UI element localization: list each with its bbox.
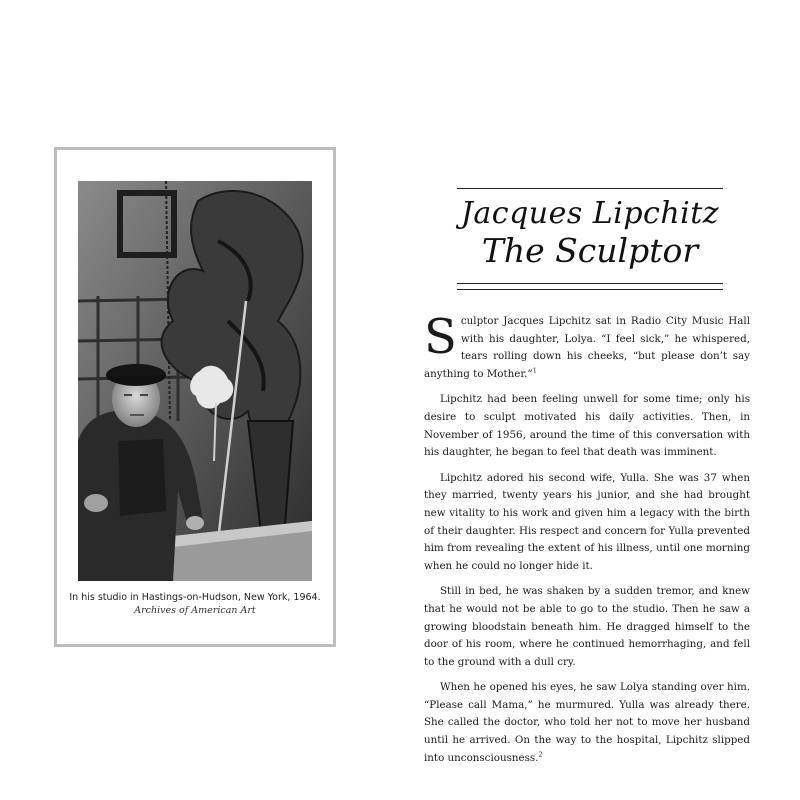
footnote-ref-2: 2 xyxy=(538,750,543,759)
photo-frame xyxy=(54,147,336,647)
paragraph-1 xyxy=(424,309,750,383)
paragraph-1-text: culptor Jacques Lipchitz sat in Radio City Music Hall with his daughter, Lolya. “I feel sick,” he whispered, tears rolling down his cheeks, “but please don’t say anything to Mother.” xyxy=(424,315,750,380)
footnote-ref-1: 1 xyxy=(532,366,537,375)
paragraph-2: Lipchitz had been feeling unwell for some time; only his desire to sculpt motivated his daily activities. Then, in November of 1956, around the time of this conversation with his daughter, he began to feel that death was imminent. xyxy=(424,393,750,459)
paragraph-3: Lipchitz adored his second wife, Yulla. She was 37 when they married, twenty years his junior, and she had brought new vitality to his work and given him a legacy with the birth of their daughter. His respect and concern for Yulla prevented him from revealing the extent of his illness, until one morning when he could no longer hide it. xyxy=(424,471,750,572)
paragraph-5-text: When he opened his eyes, he saw Lolya standing over him. “Please call Mama,” he murmured. Yulla was already there. She called the doctor, who told her not to move her husband until he arrived. On the way to the hospital, Lipchitz slipped into unconsciousness. xyxy=(424,681,750,764)
chapter-top-rule xyxy=(457,188,723,189)
chapter-body xyxy=(424,309,750,775)
chapter-bottom-rule-2 xyxy=(457,289,723,290)
chapter-subtitle: The Sculptor xyxy=(481,231,699,270)
caption-text: In his studio in Hastings-on-Hudson, New York, 1964. xyxy=(69,592,321,603)
chapter-name: Jacques Lipchitz xyxy=(460,196,720,231)
studio-photograph xyxy=(78,181,312,581)
photo-caption xyxy=(57,592,333,616)
paragraph-5 xyxy=(424,679,750,767)
chapter-bottom-rule xyxy=(457,283,723,284)
drop-cap: S xyxy=(424,309,457,365)
paragraph-4: Still in bed, he was shaken by a sudden tremor, and knew that he would not be able to go to the studio. Then he saw a growing bloodstain beneath him. He dragged himself to the door of his room, where he continued hemorrhaging, and fell to the ground with a dull cry. xyxy=(424,585,750,668)
caption-credit: Archives of American Art xyxy=(134,605,256,616)
